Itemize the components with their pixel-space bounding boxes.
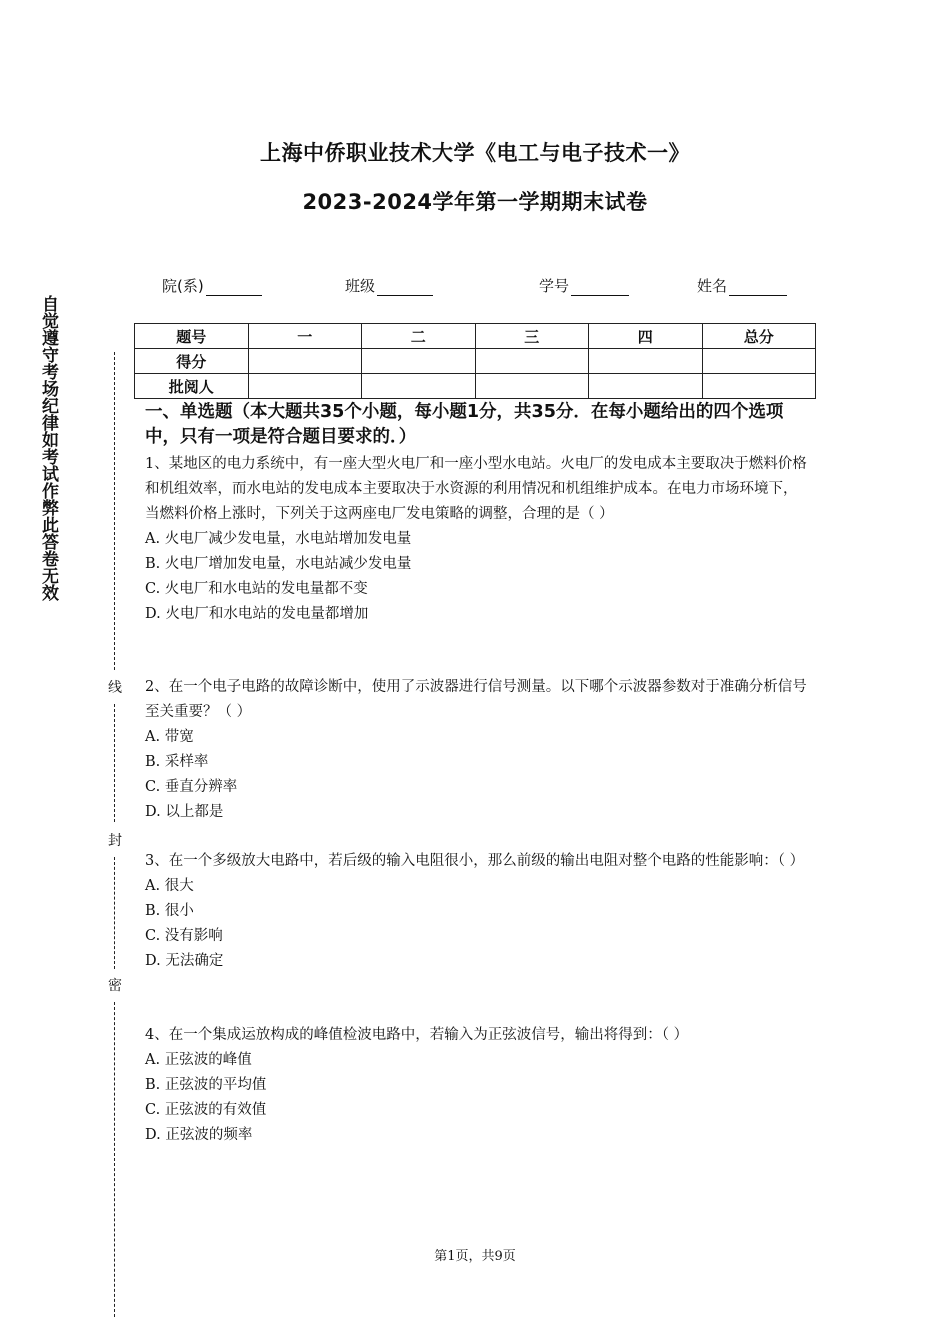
grader-cell[interactable]: [362, 374, 476, 399]
name-blank[interactable]: [729, 279, 787, 296]
student-id-blank[interactable]: [571, 279, 629, 296]
grader-cell[interactable]: [702, 374, 816, 399]
class-blank[interactable]: [377, 279, 433, 296]
name-field[interactable]: [697, 275, 787, 296]
score-header-cell: 一: [248, 324, 362, 349]
grader-cell[interactable]: [475, 374, 589, 399]
question-4: [145, 1023, 810, 1148]
grader-row-label: 批阅人: [135, 374, 249, 399]
question-option[interactable]: C. 正弦波的有效值: [145, 1102, 267, 1118]
binding-dash-segment: [114, 352, 115, 670]
score-cell[interactable]: [475, 349, 589, 374]
question-option[interactable]: B. 很小: [145, 903, 194, 919]
question-stem: 3、在一个多级放大电路中，若后级的输入电阻很小，那么前级的输出电阻对整个电路的性能影响：（ ）: [145, 853, 805, 869]
dept-field[interactable]: [162, 275, 262, 296]
question-option[interactable]: B. 正弦波的平均值: [145, 1077, 267, 1093]
question-stem: 1、某地区的电力系统中，有一座大型火电厂和一座小型水电站。火电厂的发电成本主要取决于燃料价格和机组效率，而水电站的发电成本主要取决于水资源的利用情况和机组维护成本。在电力市场环境下，当燃料价格上涨时，下列关于这两座电厂发电策略的调整，合理的是（ ）: [145, 456, 807, 522]
dept-blank[interactable]: [206, 279, 262, 296]
score-table-header-row: [135, 324, 816, 349]
question-1: [145, 452, 810, 627]
question-option[interactable]: C. 火电厂和水电站的发电量都不变: [145, 581, 368, 597]
question-3: [145, 849, 810, 974]
question-option[interactable]: D. 以上都是: [145, 804, 224, 820]
binding-char-xian: 线: [106, 677, 124, 697]
binding-char-mi: 密: [106, 975, 124, 995]
score-row-label: 得分: [135, 349, 249, 374]
grader-cell[interactable]: [589, 374, 703, 399]
score-header-cell: 总分: [702, 324, 816, 349]
question-option[interactable]: A. 火电厂减少发电量，水电站增加发电量: [145, 531, 412, 547]
dept-label: 院(系): [162, 277, 204, 295]
binding-line: [100, 352, 130, 1317]
question-option[interactable]: D. 火电厂和水电站的发电量都增加: [145, 606, 369, 622]
question-option[interactable]: D. 正弦波的频率: [145, 1127, 253, 1143]
question-option[interactable]: B. 采样率: [145, 754, 209, 770]
name-label: 姓名: [697, 277, 728, 295]
question-option[interactable]: A. 带宽: [145, 729, 194, 745]
question-option[interactable]: C. 没有影响: [145, 928, 223, 944]
section-1-heading: 一、单选题（本大题共35个小题，每小题1分，共35分．在每小题给出的四个选项中，只有一项是符合题目要求的．）: [145, 402, 784, 447]
exam-discipline-notice: 自觉遵守考场纪律如考试作弊此答卷无效: [38, 295, 58, 601]
score-table: [134, 323, 816, 399]
question-option[interactable]: A. 很大: [145, 878, 194, 894]
question-stem: 4、在一个集成运放构成的峰值检波电路中，若输入为正弦波信号，输出将得到：（ ）: [145, 1027, 689, 1043]
score-header-cell: 二: [362, 324, 476, 349]
student-id-field[interactable]: [539, 275, 629, 296]
binding-dash-segment: [114, 857, 115, 969]
score-cell[interactable]: [248, 349, 362, 374]
question-option[interactable]: A. 正弦波的峰值: [145, 1052, 252, 1068]
question-2: [145, 675, 810, 825]
score-cell[interactable]: [589, 349, 703, 374]
question-option[interactable]: D. 无法确定: [145, 953, 224, 969]
page-footer: 第1页，共9页: [434, 1249, 516, 1264]
question-option[interactable]: B. 火电厂增加发电量，水电站减少发电量: [145, 556, 412, 572]
question-stem: 2、在一个电子电路的故障诊断中，使用了示波器进行信号测量。以下哪个示波器参数对于准确分析信号至关重要？（ ）: [145, 679, 807, 720]
student-info-row: [0, 275, 950, 299]
score-row: [135, 349, 816, 374]
score-cell[interactable]: [362, 349, 476, 374]
binding-dash-segment: [114, 1002, 115, 1317]
student-id-label: 学号: [539, 277, 570, 295]
score-header-cell: 三: [475, 324, 589, 349]
binding-dash-segment: [114, 704, 115, 822]
class-field[interactable]: [345, 275, 433, 296]
class-label: 班级: [345, 277, 376, 295]
score-cell[interactable]: [702, 349, 816, 374]
score-header-cell: 四: [589, 324, 703, 349]
question-option[interactable]: C. 垂直分辨率: [145, 779, 238, 795]
grader-cell[interactable]: [248, 374, 362, 399]
binding-char-feng: 封: [106, 830, 124, 850]
score-header-cell: 题号: [135, 324, 249, 349]
exam-title-line2: 2023-2024学年第一学期期末试卷: [302, 190, 648, 214]
exam-title-line1: 上海中侨职业技术大学《电工与电子技术一》: [260, 141, 690, 165]
grader-row: [135, 374, 816, 399]
